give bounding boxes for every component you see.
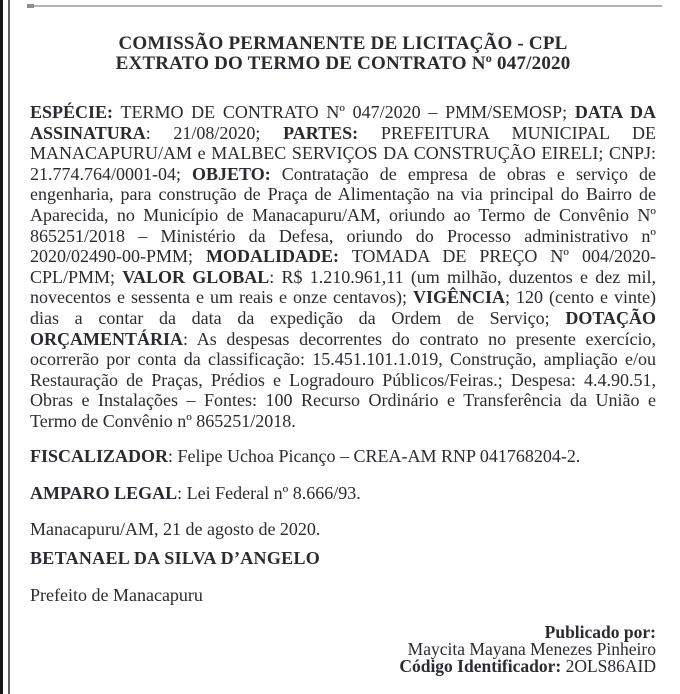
fiscalizador-line xyxy=(30,446,656,467)
text-segment: PARTES: xyxy=(283,122,359,143)
text-segment: AMPARO LEGAL xyxy=(30,483,178,504)
identifier-code-line xyxy=(30,658,656,675)
scan-left-edge-line xyxy=(8,0,10,694)
text-segment: MODALIDADE: xyxy=(206,246,340,267)
text-segment: VIGÊNCIA xyxy=(412,287,505,308)
amparo-legal-line xyxy=(30,483,656,504)
text-segment: : Felipe Uchoa Picanço – CREA-AM RNP 041768204-2. xyxy=(168,445,581,466)
document-title xyxy=(30,34,656,73)
place-date-line: Manacapuru/AM, 21 de agosto de 2020. xyxy=(30,518,321,539)
text-segment: : As despesas decorrentes do contrato no presente exercício, ocorrerão por conta da classificação: 15.451.101.1.019, Construção, ampliação e/ou Restauração de Praças, Prédios e Logradouro Públicos/Feiras.; Despesa: 4.4.90.51, Obras e Instalações – Fontes: 100 Recurso Ordinário e Transferência da União e Termo de Convênio nº 865251/2018. xyxy=(30,328,656,431)
text-segment: : R$ 1.210.961,11 (um milhão, duzentos e dez mil, novecentos e sessenta e um reais e onze centavos); xyxy=(30,266,656,308)
text-segment: DATA DA ASSINATURA xyxy=(30,102,656,143)
signer-name: BETANAEL DA SILVA D’ANGELO xyxy=(30,548,321,569)
scan-left-edge-bar xyxy=(0,0,3,694)
text-segment: PREFEITURA MUNICIPAL DE MANACAPURU/AM e MALBEC SERVIÇOS DA CONSTRUÇÃO EIRELI; CNPJ: 21.774.764/0001-04; xyxy=(30,122,656,184)
text-segment: : 21/08/2020; xyxy=(145,122,284,143)
contract-main-paragraph xyxy=(30,102,656,432)
signer-role: Prefeito de Manacapuru xyxy=(30,584,203,605)
title-line-commission: COMISSÃO PERMANENTE DE LICITAÇÃO - CPL xyxy=(118,33,568,54)
text-segment: Código Identificador: xyxy=(399,656,562,677)
publication-footer xyxy=(30,622,656,677)
title-line-extract: EXTRATO DO TERMO DE CONTRATO Nº 047/2020 xyxy=(115,52,571,74)
text-segment: DOTAÇÃO ORÇAMENTÁRIA xyxy=(30,307,656,349)
text-segment: TERMO DE CONTRATO Nº 047/2020 – PMM/SEMOSP; xyxy=(113,102,575,122)
published-by-label: Publicado por: xyxy=(544,622,656,643)
document-content xyxy=(30,0,656,675)
text-segment: TOMADA DE PREÇO Nº 004/2020-CPL/PMM; xyxy=(30,246,656,287)
text-segment: 2OLS86AID xyxy=(561,656,656,677)
text-segment: : Lei Federal nº 8.666/93. xyxy=(177,483,361,504)
text-segment: Contratação de empresa de obras e serviço de engenharia, para construção de Praça de Alimentação na via principal do Bairro de Aparecida, no Município de Manacapuru/AM, oriundo ao Termo de Convênio Nº 865251/2018 – Ministério da Defesa, oriundo do Processo administrativo nº 2020/02490-00-PMM; xyxy=(30,163,656,267)
text-segment: OBJETO: xyxy=(192,163,271,184)
published-by-name: Maycita Mayana Menezes Pinheiro xyxy=(407,639,656,660)
text-segment: ; 120 (cento e vinte) dias a contar da data da expedição da Ordem de Serviço; xyxy=(30,287,657,328)
text-segment: ESPÉCIE: xyxy=(30,102,114,122)
text-segment: VALOR GLOBAL xyxy=(122,266,270,287)
text-segment: FISCALIZADOR xyxy=(30,445,169,466)
